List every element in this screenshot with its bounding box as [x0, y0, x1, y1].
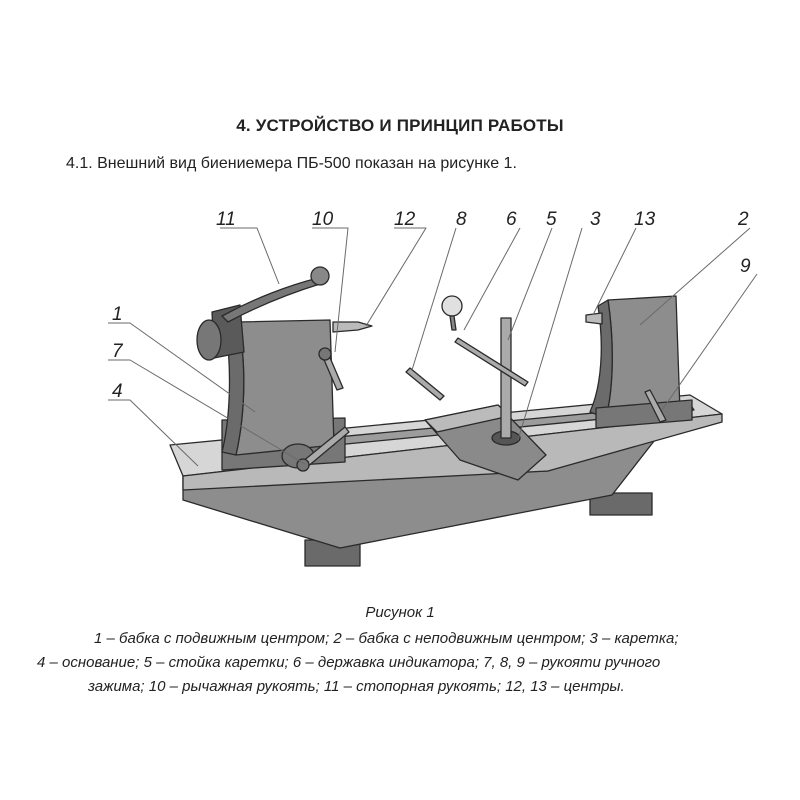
callout-13: 13 [634, 209, 656, 230]
figure-caption-line: зажима; 10 – рычажная рукоять; 11 – стопорная рукоять; 12, 13 – центры. [88, 678, 625, 695]
callout-9: 9 [740, 256, 751, 277]
indicator-holder-arm[interactable] [455, 338, 528, 386]
intro-paragraph: 4.1. Внешний вид биениемера ПБ-500 показан на рисунке 1. [66, 155, 517, 172]
leader-5 [508, 228, 552, 340]
leader-6 [464, 228, 520, 330]
headstock-center [586, 313, 602, 324]
dial-indicator-stem [450, 316, 456, 330]
callout-8: 8 [456, 209, 467, 230]
callout-5: 5 [546, 209, 557, 230]
figure-caption-line: 1 – бабка с подвижным центром; 2 – бабка с неподвижным центром; 3 – каретка; [94, 630, 679, 647]
callout-2: 2 [738, 209, 749, 230]
callout-11: 11 [216, 209, 236, 230]
callout-3: 3 [590, 209, 601, 230]
callout-7: 7 [112, 341, 123, 362]
dial-indicator [442, 296, 462, 316]
callout-4: 4 [112, 381, 123, 402]
tailstock-body [236, 320, 334, 455]
section-heading: 4. УСТРОЙСТВО И ПРИНЦИП РАБОТЫ [236, 116, 564, 135]
figure-caption-line: 4 – основание; 5 – стойка каретки; 6 – державка индикатора; 7, 8, 9 – рукояти ручного [37, 654, 661, 671]
stop-handle-knob[interactable] [311, 267, 329, 285]
leader-2 [640, 228, 750, 325]
tailstock-handwheel[interactable] [197, 320, 221, 360]
runout-gauge-drawing [0, 195, 800, 595]
callout-12: 12 [394, 209, 416, 230]
figure-caption-title: Рисунок 1 [365, 604, 435, 621]
stop-handle-lever[interactable] [222, 278, 320, 322]
callout-6: 6 [506, 209, 517, 230]
callout-1: 1 [112, 304, 123, 325]
tailstock-center [333, 322, 372, 332]
lever-handle-10-hub [319, 348, 331, 360]
leader-11 [220, 228, 279, 284]
clamp-handle-8[interactable] [406, 368, 444, 400]
leader-12 [366, 228, 426, 326]
callout-10: 10 [312, 209, 334, 230]
